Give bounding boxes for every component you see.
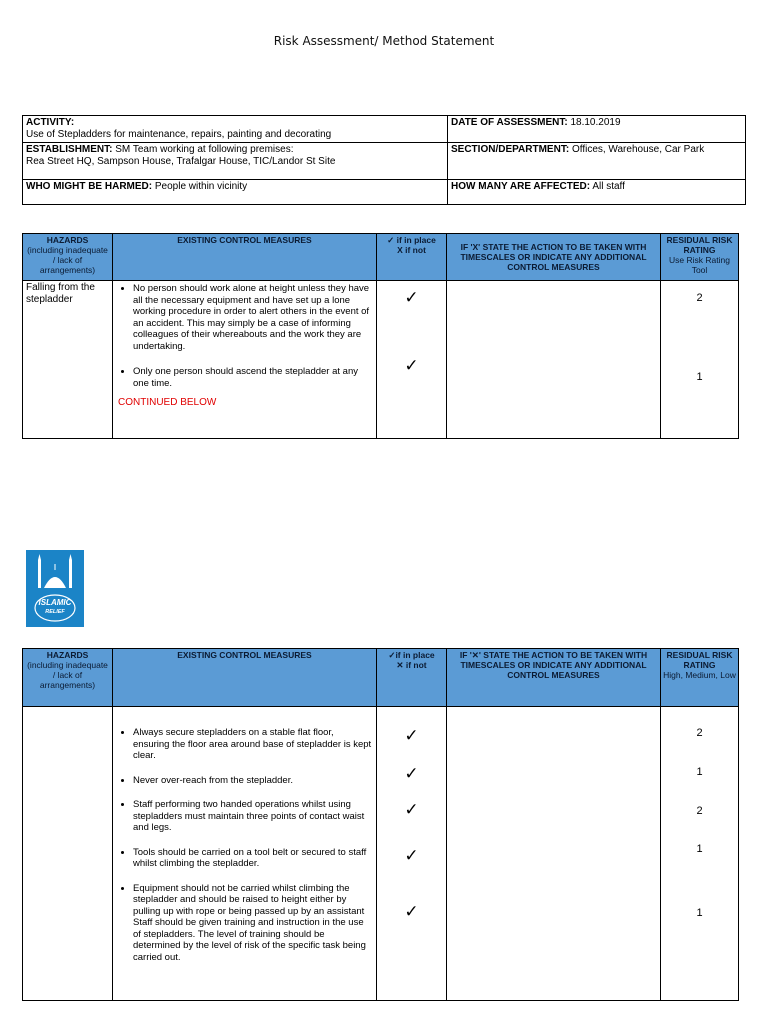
risk-rating: 1 (696, 843, 703, 855)
affected-cell (448, 180, 746, 205)
assessment-info-table (22, 115, 746, 205)
header-residual-sub: Use Risk Rating Tool (669, 255, 730, 275)
harmed-cell (23, 180, 448, 205)
logo-subword: RELIEF (45, 609, 65, 615)
affected-label: HOW MANY ARE AFFECTED: (451, 181, 591, 192)
activity-cell (23, 116, 448, 143)
header-hazards-title: HAZARDS (46, 235, 89, 245)
control-item: • No person should work alone at height unless they have all the necessary equipment and have set up a lone working procedure in order to alert others in the event of an accident. This may simply be a case of informing colleagues of their whereabouts and the work they are undertaking. (133, 283, 372, 352)
date-cell (448, 116, 746, 143)
continued-note: CONTINUED BELOW (118, 397, 217, 408)
header-inplace-x: ✕ if not (396, 660, 427, 670)
islamic-relief-logo (26, 550, 84, 627)
control-list (113, 283, 376, 389)
check-icon: ✓ (404, 800, 419, 820)
header-residual-title: RESIDUAL RISK RATING (666, 235, 733, 255)
header-controls: EXISTING CONTROL MEASURES (113, 234, 377, 281)
header-hazards (23, 649, 113, 707)
risk-rating: 2 (696, 292, 703, 304)
date-label: DATE OF ASSESSMENT: (451, 117, 568, 128)
action-cell (447, 281, 661, 439)
header-inplace-x: X if not (397, 245, 426, 255)
check-icon: ✓ (404, 902, 419, 922)
header-inplace-tick: ✓if in place (388, 650, 435, 660)
establishment-cell (23, 143, 448, 180)
logo-wordmark: ISLAMIC (38, 598, 72, 607)
header-residual (661, 234, 739, 281)
header-action: IF '✕' STATE THE ACTION TO BE TAKEN WITH TIMESCALES OR INDICATE ANY ADDITIONAL CONTROL MEASURES (447, 649, 661, 707)
control-item: • Tools should be carried on a tool belt or secured to staff whilst climbing the stepladder. (133, 847, 372, 870)
section-label: SECTION/DEPARTMENT: (451, 144, 570, 155)
header-residual-title: RESIDUAL RISK RATING (666, 650, 733, 670)
section-cell (448, 143, 746, 180)
establishment-label: ESTABLISHMENT: (26, 144, 113, 155)
header-hazards-sub: (including inadequate / lack of arrangements) (27, 660, 108, 690)
control-item: • Only one person should ascend the stepladder at any one time. (133, 366, 372, 389)
inplace-cell (377, 281, 447, 439)
risk-table-2 (22, 648, 739, 1001)
control-item: • Equipment should not be carried whilst climbing the stepladder and should be raised to height either by pulling up with rope or being passed up by an assistant Staff should be given training and instruction in the use of stepladders. The level of training should be determined by the level of risk of the specific task being carried out. (133, 883, 372, 964)
header-residual (661, 649, 739, 707)
check-icon: ✓ (404, 288, 419, 308)
harmed-label: WHO MIGHT BE HARMED: (26, 181, 153, 192)
control-list (113, 727, 376, 963)
risk-rating: 2 (696, 727, 703, 739)
controls-cell (113, 281, 377, 439)
document-title: Risk Assessment/ Method Statement (273, 34, 495, 48)
check-icon: ✓ (404, 764, 419, 784)
activity-label: ACTIVITY: (26, 117, 75, 128)
header-action: IF 'X' STATE THE ACTION TO BE TAKEN WITH TIMESCALES OR INDICATE ANY ADDITIONAL CONTROL MEASURES (447, 234, 661, 281)
harmed-value: People within vicinity (154, 181, 248, 192)
affected-value: All staff (592, 181, 625, 192)
header-hazards-title: HAZARDS (46, 650, 89, 660)
header-residual-sub: High, Medium, Low (663, 670, 736, 680)
action-cell (447, 707, 661, 1001)
control-item: • Never over-reach from the stepladder. (133, 775, 372, 787)
establishment-value: SM Team working at following premises: (115, 144, 294, 155)
controls-cell (113, 707, 377, 1001)
hazard-cell: Falling from the stepladder (23, 281, 113, 439)
establishment-premises: Rea Street HQ, Sampson House, Trafalgar House, TIC/Landor St Site (26, 156, 336, 167)
header-hazards-sub: (including inadequate / lack of arrangements) (27, 245, 108, 275)
hazard-cell (23, 707, 113, 1001)
risk-rating: 1 (696, 907, 703, 919)
risk-rating: 2 (696, 805, 703, 817)
check-icon: ✓ (404, 356, 419, 376)
activity-value: Use of Stepladders for maintenance, repairs, painting and decorating (26, 129, 332, 140)
header-hazards (23, 234, 113, 281)
header-controls: EXISTING CONTROL MEASURES (113, 649, 377, 707)
rating-cell (661, 707, 739, 1001)
risk-rating: 1 (696, 371, 703, 383)
section-value: Offices, Warehouse, Car Park (571, 144, 705, 155)
rating-cell (661, 281, 739, 439)
control-item: • Staff performing two handed operations whilst using stepladders must maintain three points of contact waist and legs. (133, 799, 372, 834)
risk-table-1 (22, 233, 739, 439)
header-inplace (377, 234, 447, 281)
inplace-cell (377, 707, 447, 1001)
header-inplace-tick: ✓ if in place (387, 235, 436, 245)
date-value: 18.10.2019 (570, 117, 621, 128)
check-icon: ✓ (404, 846, 419, 866)
check-icon: ✓ (404, 726, 419, 746)
control-item: • Always secure stepladders on a stable flat floor, ensuring the floor area around base of stepladder is kept clear. (133, 727, 372, 762)
header-inplace (377, 649, 447, 707)
risk-rating: 1 (696, 766, 703, 778)
